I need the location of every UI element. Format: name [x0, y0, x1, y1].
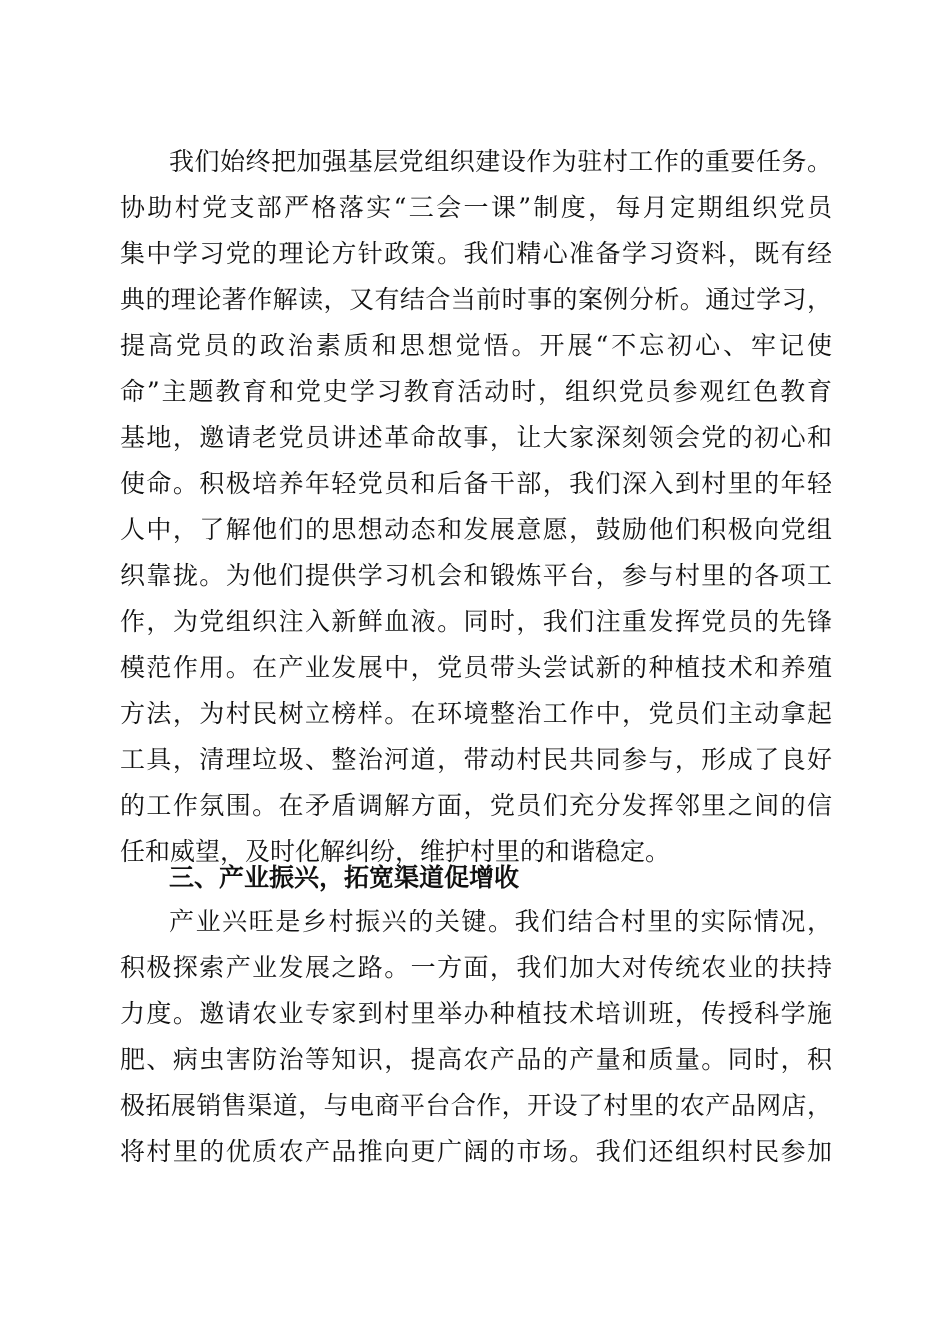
paragraph-1-line-10: 织靠拢。为他们提供学习机会和锻炼平台，参与村里的各项工 [120, 561, 832, 590]
paragraph-1-line-4: 典的理论著作解读，又有结合当前时事的案例分析。通过学习， [120, 285, 832, 314]
paragraph-1-line-8: 使命。积极培养年轻党员和后备干部，我们深入到村里的年轻 [120, 469, 832, 498]
paragraph-2-line-4: 肥、病虫害防治等知识，提高农产品的产量和质量。同时，积 [120, 1045, 832, 1074]
paragraph-1-line-15: 的工作氛围。在矛盾调解方面，党员们充分发挥邻里之间的信 [120, 791, 832, 820]
section-3-heading: 三、产业振兴，拓宽渠道促增收 [169, 863, 520, 892]
paragraph-1-line-11: 作，为党组织注入新鲜血液。同时，我们注重发挥党员的先锋 [120, 607, 832, 636]
paragraph-1-line-9: 人中，了解他们的思想动态和发展意愿，鼓励他们积极向党组 [120, 515, 832, 544]
paragraph-1-line-2: 协助村党支部严格落实“三会一课”制度，每月定期组织党员 [120, 193, 832, 222]
paragraph-1-line-14: 工具，清理垃圾、整治河道，带动村民共同参与，形成了良好 [120, 745, 832, 774]
paragraph-1-line-16: 任和威望，及时化解纠纷，维护村里的和谐稳定。 [120, 837, 671, 866]
paragraph-1-line-13: 方法，为村民树立榜样。在环境整治工作中，党员们主动拿起 [120, 699, 832, 728]
paragraph-1-line-1: 我们始终把加强基层党组织建设作为驻村工作的重要任务。 [169, 147, 832, 176]
paragraph-1-line-12: 模范作用。在产业发展中，党员带头尝试新的种植技术和养殖 [120, 653, 832, 682]
paragraph-1-line-3: 集中学习党的理论方针政策。我们精心准备学习资料，既有经 [120, 239, 832, 268]
paragraph-2-line-3: 力度。邀请农业专家到村里举办种植技术培训班，传授科学施 [120, 999, 832, 1028]
paragraph-2-line-1: 产业兴旺是乡村振兴的关键。我们结合村里的实际情况， [169, 907, 832, 936]
paragraph-1-line-6: 命”主题教育和党史学习教育活动时，组织党员参观红色教育 [120, 377, 832, 406]
paragraph-1-line-5: 提高党员的政治素质和思想觉悟。开展“不忘初心、牢记使 [120, 331, 832, 360]
paragraph-1-line-7: 基地，邀请老党员讲述革命故事，让大家深刻领会党的初心和 [120, 423, 832, 452]
paragraph-2-line-2: 积极探索产业发展之路。一方面，我们加大对传统农业的扶持 [120, 953, 832, 982]
paragraph-2-line-5: 极拓展销售渠道，与电商平台合作，开设了村里的农产品网店， [120, 1091, 832, 1120]
paragraph-2-line-6: 将村里的优质农产品推向更广阔的市场。我们还组织村民参加 [120, 1137, 832, 1166]
